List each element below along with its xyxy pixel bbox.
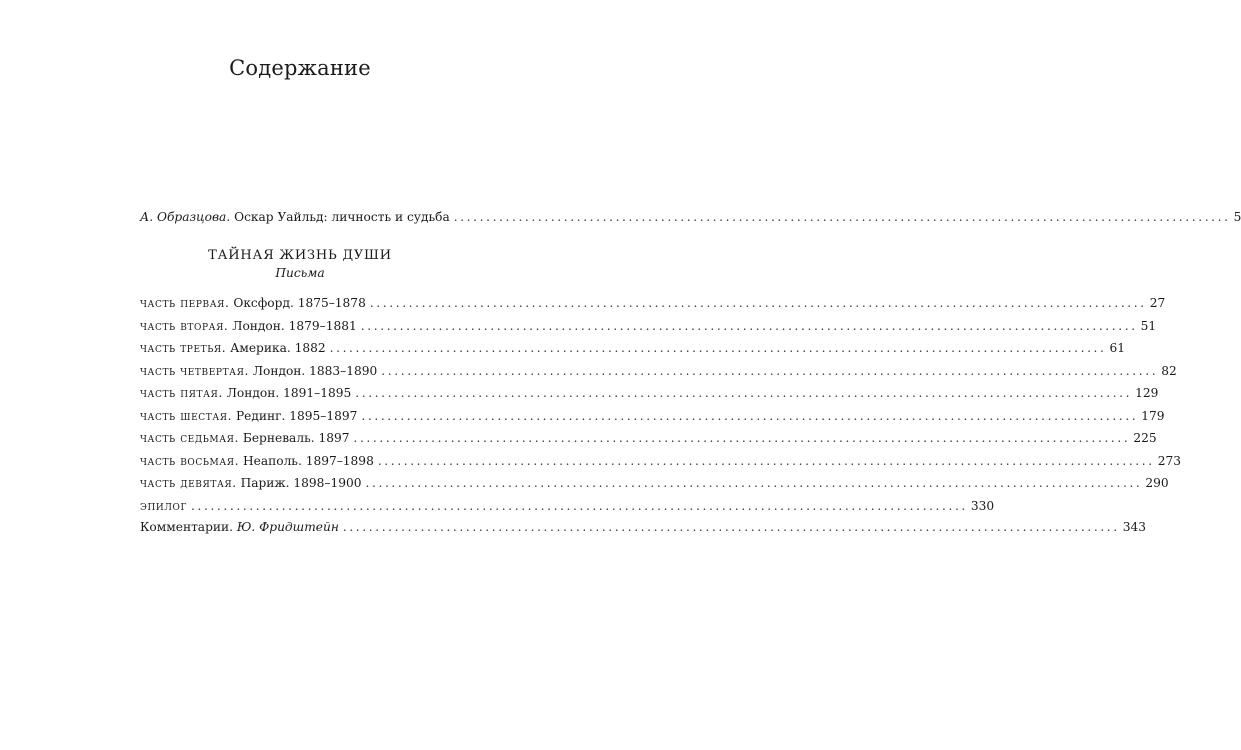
leader-dots: ........................................................................................................................ (191, 498, 968, 513)
toc-entry-text (140, 430, 349, 446)
toc-page-number: 330 (970, 498, 995, 513)
toc-part-label: эпилог (140, 498, 188, 513)
toc-entry-title: Оксфорд. 1875–1878 (233, 296, 366, 310)
toc-entry-text (140, 385, 351, 401)
toc-entry-author: Ю. Фридштейн (236, 520, 339, 534)
toc-entry-title: Лондон. 1883–1890 (252, 363, 378, 378)
toc-part-label: часть четвертая. (140, 363, 249, 378)
leader-dots: ........................................................................................................................ (381, 363, 1159, 378)
toc-page-number: 225 (1133, 431, 1157, 445)
toc-entry-part[interactable] (140, 385, 1159, 401)
toc-entry-commentary[interactable] (140, 519, 1147, 535)
toc-entry-author: А. Образцова. (140, 210, 231, 224)
toc-page-number: 129 (1135, 386, 1159, 400)
toc-entry-text (140, 340, 326, 356)
leader-dots: ........................................................................................................................ (377, 453, 1155, 468)
toc-entry-title: Комментарии. (140, 520, 233, 534)
section-title: ТАЙНАЯ ЖИЗНЬ ДУШИ (208, 248, 392, 263)
toc-entry-part[interactable] (140, 430, 1157, 446)
toc-page-number: 82 (1161, 363, 1177, 378)
leader-dots: ........................................................................................................................ (355, 386, 1133, 400)
toc-part-label: часть третья. (140, 341, 227, 355)
toc-entry-part[interactable] (140, 340, 1126, 356)
toc-part-label: часть пятая. (140, 386, 223, 400)
toc-entry-text (140, 519, 339, 535)
toc-entry-text (140, 453, 374, 469)
leader-dots: ........................................................................................................................ (329, 341, 1107, 355)
toc-part-label: часть шестая. (140, 408, 233, 423)
toc-part-label: часть вторая. (140, 318, 229, 333)
leader-dots: ........................................................................................................................ (342, 520, 1120, 534)
toc-page-number: 343 (1122, 520, 1147, 534)
leader-dots: ........................................................................................................................ (365, 476, 1143, 490)
section-subtitle: Письма (275, 266, 325, 280)
toc-entry-text (140, 318, 357, 334)
toc-entry-title: Лондон. 1891–1895 (226, 386, 352, 400)
leader-dots: ........................................................................................................................ (360, 318, 1138, 333)
leader-dots: ........................................................................................................................ (361, 408, 1139, 423)
toc-entry-title: Рединг. 1895–1897 (235, 408, 358, 423)
toc-entry-title: Париж. 1898–1900 (240, 476, 362, 490)
toc-part-label: часть восьмая. (140, 453, 240, 468)
toc-page-number: 5 (1233, 210, 1241, 224)
toc-entry-text (140, 408, 357, 424)
toc-part-label: часть первая. (140, 296, 230, 310)
toc-entry-part[interactable] (140, 295, 1166, 311)
toc-entry-text (140, 363, 377, 379)
toc-entry-text (140, 295, 366, 311)
toc-entry-title: Берневаль. 1897 (242, 431, 350, 445)
toc-page-number: 179 (1141, 408, 1165, 423)
leader-dots: ........................................................................................................................ (353, 431, 1131, 445)
toc-page-number: 27 (1149, 296, 1166, 310)
toc-entry-title: Оскар Уайльд: личность и судьба (234, 210, 450, 224)
toc-entry-title: Неаполь. 1897–1898 (243, 453, 374, 468)
toc-page-number: 51 (1140, 318, 1157, 333)
toc-entry-part[interactable] (140, 318, 1157, 334)
toc-entry-text (140, 209, 450, 225)
toc-entry-epilogue[interactable] (140, 498, 995, 514)
toc-part-label: часть девятая. (140, 476, 237, 490)
toc-page-number: 61 (1109, 341, 1126, 355)
leader-dots: ........................................................................................................................ (369, 296, 1147, 310)
toc-entry-title: Лондон. 1879–1881 (232, 318, 357, 333)
toc-entry-part[interactable] (140, 475, 1169, 491)
toc-page-number: 273 (1157, 453, 1181, 468)
toc-entry-text (140, 498, 187, 514)
page-title: Содержание (229, 56, 371, 80)
leader-dots: ........................................................................................................................ (453, 210, 1231, 224)
toc-entry-title: Америка. 1882 (230, 341, 326, 355)
toc-intro (140, 209, 1241, 225)
toc-entry-intro[interactable] (140, 209, 1241, 225)
toc-commentary (140, 519, 1147, 535)
toc-part-label: часть седьмая. (140, 431, 240, 445)
toc-entry-part[interactable] (140, 453, 1181, 469)
toc-page-number: 290 (1145, 476, 1169, 490)
toc-entry-part[interactable] (140, 408, 1165, 424)
toc-entry-text (140, 475, 362, 491)
toc-entry-part[interactable] (140, 363, 1177, 379)
